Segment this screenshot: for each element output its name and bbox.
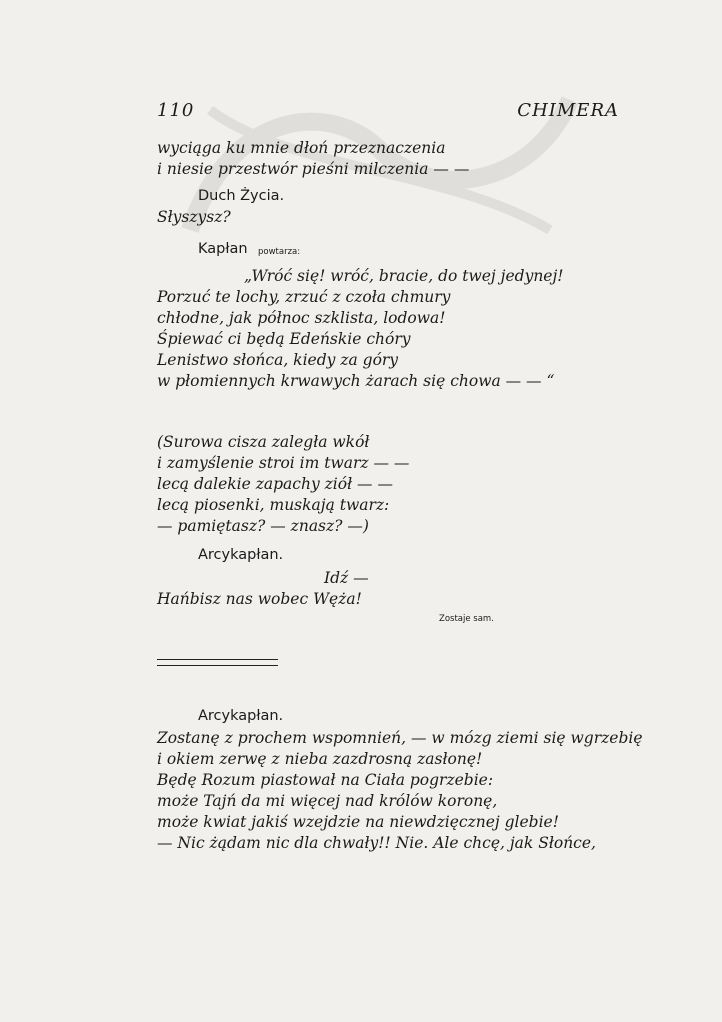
stage-direction: Zostaje sam. [439,614,494,624]
verse-line: Hańbisz nas wobec Węża! [157,590,362,608]
verse-line: Porzuć te lochy, zrzuć z czoła chmury [157,288,451,306]
section-divider [157,659,278,666]
verse-line: może Tajń da mi więcej nad królów koronę, [157,792,498,810]
verse-line: może kwiat jakiś wzejdzie na niewdzięcznej glebie! [157,813,559,831]
verse-line: Będę Rozum piastował na Ciała pogrzebie: [157,771,494,789]
verse-line: — Nic żądam nic dla chwały!! Nie. Ale chcę, jak Słońce, [157,834,596,852]
verse-line: Śpiewać ci będą Edeńskie chóry [157,330,411,348]
verse-line: i okiem zerwę z nieba zazdrosną zasłonę! [157,750,483,768]
verse-line: (Surowa cisza zaległa wkół [157,433,370,451]
verse-line: — pamiętasz? — znasz? —) [157,517,369,535]
speaker-arcykaplan: Arcykapłan. [198,708,284,724]
verse-line: i niesie przestwór pieśni milczenia — — [157,160,470,178]
speaker-duch-zycia: Duch Życia. [198,188,285,204]
verse-line: i zamyślenie stroi im twarz — — [157,454,410,472]
verse-line: lecą dalekie zapachy ziół — — [157,475,393,493]
verse-line: Idź — [324,569,369,587]
page-number: 110 [157,100,195,121]
verse-line: lecą piosenki, muskają twarz: [157,496,390,514]
journal-title: CHIMERA [517,100,619,121]
verse-line: chłodne, jak północ szklista, lodowa! [157,309,446,327]
verse-line: Słyszysz? [157,208,231,226]
stage-direction: powtarza: [258,247,301,257]
verse-line: wyciąga ku mnie dłoń przeznaczenia [157,139,446,157]
page-header [0,100,722,126]
verse-line: „Wróć się! wróć, bracie, do twej jedynej! [244,267,564,285]
verse-line: Lenistwo słońca, kiedy za góry [157,351,399,369]
speaker-arcykaplan: Arcykapłan. [198,547,284,563]
speaker-kaplan: Kapłan [198,241,248,257]
verse-line: Zostanę z prochem wspomnień, — w mózg ziemi się wgrzebię [157,729,643,747]
verse-line: w płomiennych krwawych żarach się chowa — — “ [157,372,555,390]
